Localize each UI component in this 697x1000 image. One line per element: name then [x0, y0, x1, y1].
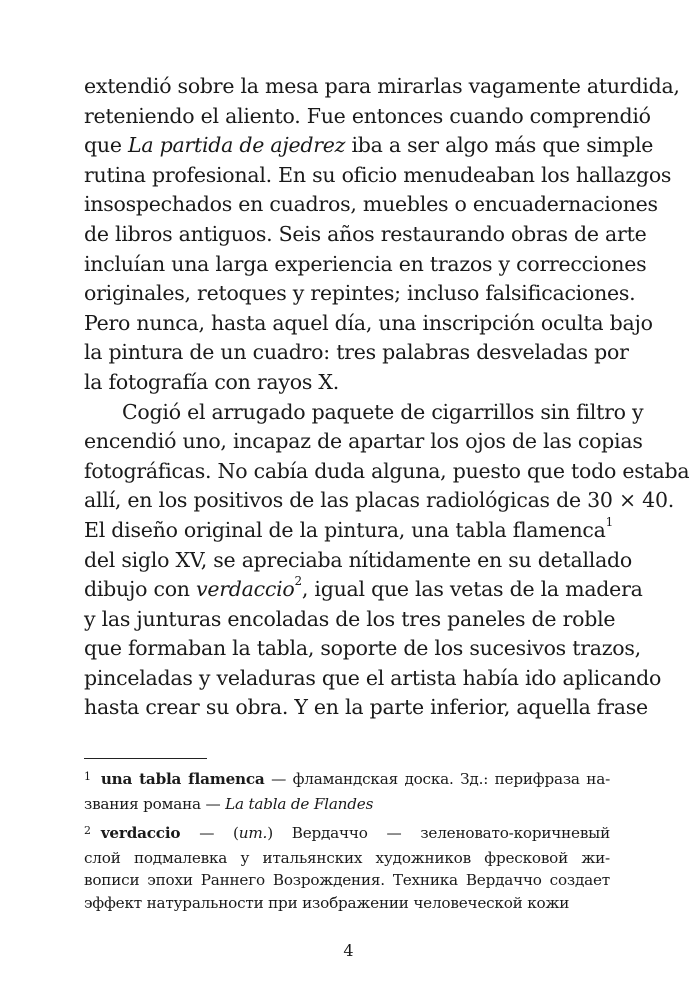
text-line: Cogió el arrugado paquete de cigarrillos sin filtro y [122, 399, 644, 424]
text-line: extendió sobre la mesa para mirarlas vagamente aturdida, [84, 74, 680, 98]
text-line: pinceladas y veladuras que el artista había ido aplicando [84, 665, 662, 690]
text-line: rutina profesional. En su oficio menudeaban los hallazgos [84, 162, 672, 187]
footnotes [84, 768, 610, 921]
paragraph-2 [84, 398, 690, 724]
footnote-mark: 2 [84, 824, 91, 837]
footnote-line: звания романа — La tabla de Flandes [84, 794, 374, 813]
main-text [84, 72, 690, 723]
page-number: 4 [343, 941, 354, 960]
footnote-2 [84, 822, 610, 914]
text-line: que formaban la tabla, soporte de los sucesivos trazos, [84, 636, 641, 661]
text-line: que La partida de ajedrez iba a ser algo más que simple [84, 133, 654, 158]
text-line: encendió uno, incapaz de apartar los ojos de las copias [84, 429, 643, 454]
paragraph-1 [84, 72, 680, 398]
text-line: fotográficas. No cabía duda alguna, puesto que todo estaba [84, 458, 690, 483]
term-italic: verdaccio [196, 577, 295, 602]
footnote-divider [84, 758, 207, 759]
text-line: la fotografía con rayos X. [84, 369, 339, 394]
text-line: incluían una larga experiencia en trazos y correcciones [84, 251, 647, 276]
footnote-ref-2[interactable]: 2 [294, 574, 302, 589]
novel-title-italic: La tabla de Flandes [225, 794, 374, 813]
footnote-line: $^1$ una tabla flamenca — фламандская доска. Зд.: перифраза на- [84, 770, 610, 788]
text-line: hasta crear su obra. Y en la parte inferior, aquella frase [84, 695, 648, 720]
text-line: insospechados en cuadros, muebles o encuadernaciones [84, 192, 658, 217]
footnote-1 [84, 768, 610, 815]
text-line: del siglo XV, se apreciaba nítidamente en su detallado [84, 547, 633, 572]
text-line: allí, en los positivos de las placas radiológicas de 30 × 40. [84, 488, 675, 513]
text-line: dibujo con verdaccio$^2$, igual que las vetas de la madera [84, 574, 643, 602]
book-title-italic: La partida de ajedrez [127, 133, 346, 158]
footnote-line: вописи эпохи Раннего Возрождения. Техника Вердаччо создает [84, 871, 610, 889]
footnote-ref-1[interactable]: 1 [605, 515, 614, 530]
text-line: originales, retoques y repintes; incluso falsificaciones. [84, 281, 636, 306]
text-line: de libros antiguos. Seis años restaurando obras de arte [84, 221, 647, 246]
footnote-mark: 1 [84, 770, 91, 783]
footnote-line: $^2$ verdaccio — (ит.) Вердаччо — зеленовато-коричневый [84, 824, 610, 842]
language-abbrev: ит. [238, 824, 268, 842]
footnote-line: слой подмалевка у итальянских художников фресковой жи- [84, 848, 610, 867]
footnote-term: verdaccio [100, 824, 181, 842]
text-line: la pintura de un cuadro: tres palabras desveladas por [84, 340, 629, 365]
footnote-term: una tabla flamenca [100, 770, 265, 788]
text-line: y las junturas encoladas de los tres paneles de roble [84, 606, 616, 631]
footnote-line: эффект натуральности при изображении человеческой кожи [84, 893, 570, 912]
text-line: reteniendo el aliento. Fue entonces cuando comprendió [84, 103, 651, 128]
text-line: Pero nunca, hasta aquel día, una inscripción oculta bajo [84, 310, 653, 335]
text-line: El diseño original de la pintura, una tabla flamenca$^1$ [84, 515, 614, 542]
